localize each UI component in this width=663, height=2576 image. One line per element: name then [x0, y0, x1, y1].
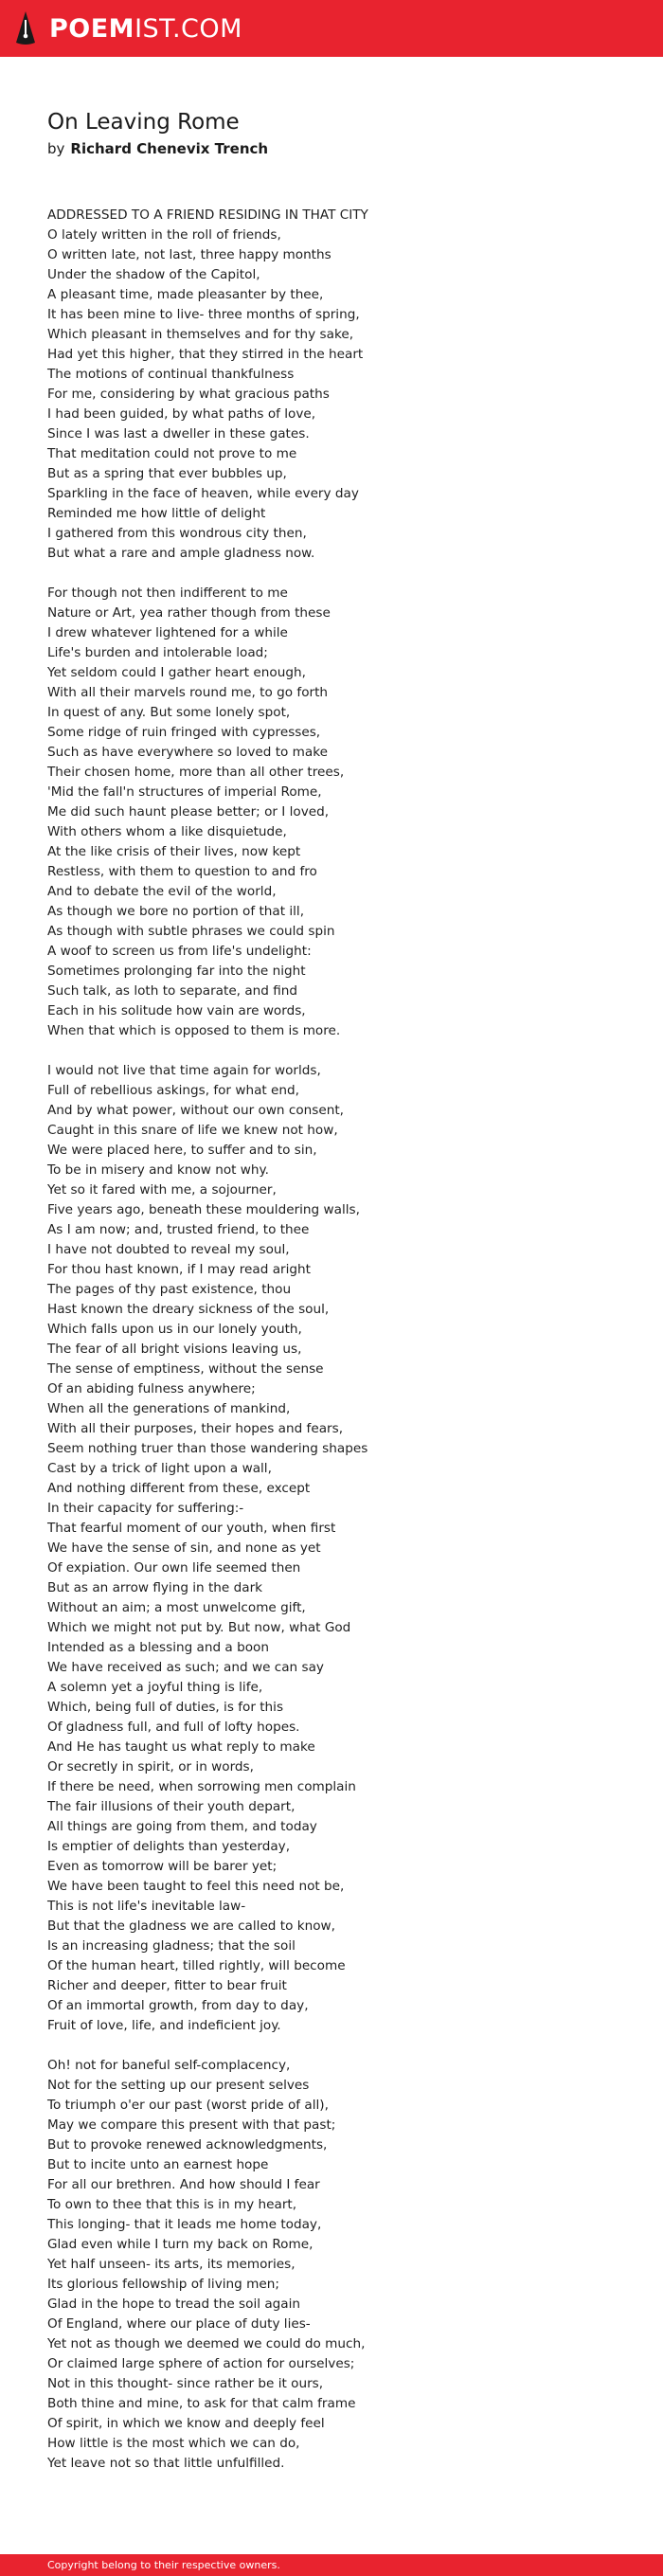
poem-line: And nothing different from these, except — [47, 1481, 311, 1496]
poem-line: O written late, not last, three happy months — [47, 247, 332, 262]
poem-line: Me did such haunt please better; or I loved, — [47, 804, 330, 820]
poem-line: Is an increasing gladness; that the soil — [47, 1938, 296, 1954]
poem-line: To own to thee that this is in my heart, — [47, 2197, 297, 2212]
poem-line: In quest of any. But some lonely spot, — [47, 705, 291, 720]
poem-line: Oh! not for baneful self-complacency, — [47, 2058, 291, 2073]
poem-line: Yet seldom could I gather heart enough, — [47, 665, 306, 680]
poem-line: That fearful moment of our youth, when first — [47, 1521, 336, 1536]
poem-line: Of the human heart, tilled rightly, will become — [47, 1958, 346, 1973]
poem-line: This is not life's inevitable law- — [47, 1899, 246, 1914]
poem-line: Which falls upon us in our lonely youth, — [47, 1322, 302, 1337]
poem-line: A woof to screen us from life's undelight: — [47, 944, 312, 959]
stanza-break — [47, 564, 635, 584]
poem-line: I gathered from this wondrous city then, — [47, 526, 307, 541]
poem-line: Of an abiding fulness anywhere; — [47, 1381, 256, 1396]
poem-line: But to provoke renewed acknowledgments, — [47, 2137, 328, 2153]
poem-line: A solemn yet a joyful thing is life, — [47, 1680, 263, 1695]
poem-line: Such talk, as loth to separate, and find — [47, 983, 298, 999]
poem-author-link[interactable]: Richard Chenevix Trench — [70, 140, 269, 157]
poem-line: I drew whatever lightened for a while — [47, 625, 288, 640]
poem-line: That meditation could not prove to me — [47, 446, 297, 461]
poem-line: And to debate the evil of the world, — [47, 884, 277, 899]
poem-line: ADDRESSED TO A FRIEND RESIDING IN THAT CITY — [47, 207, 368, 223]
poem-line: Yet leave not so that little unfulfilled. — [47, 2456, 285, 2471]
poem-line: Since I was last a dweller in these gates. — [47, 426, 310, 441]
poem-line: Of an immortal growth, from day to day, — [47, 1998, 309, 2013]
stanza-break — [47, 2036, 635, 2056]
poem-line: Richer and deeper, fitter to bear fruit — [47, 1978, 287, 1993]
poem-line: Yet half unseen- its arts, its memories, — [47, 2257, 296, 2272]
poem-line: Sparkling in the face of heaven, while every day — [47, 486, 359, 501]
poem-line: When that which is opposed to them is more. — [47, 1023, 341, 1038]
poem-line: We were placed here, to suffer and to sin, — [47, 1143, 317, 1158]
poem-line: A pleasant time, made pleasanter by thee, — [47, 287, 324, 302]
poem-line: Restless, with them to question to and fro — [47, 864, 317, 879]
poem-line: Hast known the dreary sickness of the soul, — [47, 1302, 330, 1317]
poem-line: We have the sense of sin, and none as yet — [47, 1540, 321, 1556]
poem-line: In their capacity for suffering:- — [47, 1501, 244, 1516]
poem-line: Both thine and mine, to ask for that calm frame — [47, 2396, 356, 2411]
poem-line: For all our brethren. And how should I fear — [47, 2177, 320, 2192]
pen-nib-icon[interactable] — [15, 10, 36, 46]
poem-line: Of spirit, in which we know and deeply feel — [47, 2416, 325, 2431]
poem-line: Or secretly in spirit, or in words, — [47, 1759, 254, 1774]
poem-line: Its glorious fellowship of living men; — [47, 2277, 279, 2292]
poem-line: 'Mid the fall'n structures of imperial Rome, — [47, 784, 322, 800]
poem-line: Without an aim; a most unwelcome gift, — [47, 1600, 306, 1615]
poem-byline — [47, 139, 268, 158]
poem-line: Which, being full of duties, is for this — [47, 1700, 284, 1715]
poem-line: Glad in the hope to tread the soil again — [47, 2297, 300, 2312]
poem-line: When all the generations of mankind, — [47, 1401, 291, 1416]
poem-line: Had yet this higher, that they stirred in the heart — [47, 347, 364, 362]
poem-line: Their chosen home, more than all other trees, — [47, 765, 345, 780]
poem-line: But that the gladness we are called to know, — [47, 1918, 335, 1934]
logo-rest-text: IST.COM — [134, 13, 242, 44]
poem-line: Fruit of love, life, and indeficient joy. — [47, 2018, 281, 2033]
poem-line: May we compare this present with that past; — [47, 2117, 336, 2133]
poem-line: We have received as such; and we can say — [47, 1660, 324, 1675]
poem-line: Glad even while I turn my back on Rome, — [47, 2237, 314, 2252]
poem-line: Even as tomorrow will be barer yet; — [47, 1859, 278, 1874]
poem-line: To be in misery and know not why. — [47, 1162, 269, 1178]
poem-title: On Leaving Rome — [47, 110, 240, 135]
poem-line: As though with subtle phrases we could spin — [47, 924, 335, 939]
poem-line: As I am now; and, trusted friend, to thee — [47, 1222, 310, 1237]
poem-line: Of gladness full, and full of lofty hopes. — [47, 1720, 300, 1735]
poem-line: The motions of continual thankfulness — [47, 367, 295, 382]
poem-line: With all their purposes, their hopes and fears, — [47, 1421, 344, 1436]
poem-line: For though not then indifferent to me — [47, 585, 288, 601]
poem-line: Yet not as though we deemed we could do much, — [47, 2336, 366, 2351]
poem-line: Sometimes prolonging far into the night — [47, 964, 306, 979]
poem-line: I have not doubted to reveal my soul, — [47, 1242, 290, 1257]
poem-line: With all their marvels round me, to go forth — [47, 685, 329, 700]
poem-line: The sense of emptiness, without the sense — [47, 1361, 324, 1377]
poem-line: Which we might not put by. But now, what God — [47, 1620, 351, 1635]
poem-line: Reminded me how little of delight — [47, 506, 266, 521]
poem-line: Each in his solitude how vain are words, — [47, 1003, 306, 1018]
poem-line: Five years ago, beneath these mouldering walls, — [47, 1202, 360, 1217]
poem-line: I would not live that time again for worlds, — [47, 1063, 321, 1078]
poem-line: How little is the most which we can do, — [47, 2436, 300, 2451]
logo-bold-text: POEM — [49, 13, 135, 44]
poem-line: The pages of thy past existence, thou — [47, 1282, 292, 1297]
poem-line: Or claimed large sphere of action for ourselves; — [47, 2356, 355, 2371]
site-logo-link[interactable] — [49, 13, 242, 44]
poem-line: Which pleasant in themselves and for thy sake, — [47, 327, 354, 342]
poem-line: For me, considering by what gracious paths — [47, 387, 330, 402]
poem-line: All things are going from them, and today — [47, 1819, 317, 1834]
poem-line: Yet so it fared with me, a sojourner, — [47, 1182, 277, 1198]
copyright-text: Copyright belong to their respective owners. — [47, 2559, 280, 2571]
poem-line: O lately written in the roll of friends, — [47, 227, 281, 243]
poem-line: But what a rare and ample gladness now. — [47, 546, 315, 561]
poem-line: Some ridge of ruin fringed with cypresses, — [47, 725, 321, 740]
poem-line: As though we bore no portion of that ill, — [47, 904, 305, 919]
poem-line: I had been guided, by what paths of love, — [47, 406, 316, 422]
poem-line: The fair illusions of their youth depart, — [47, 1799, 296, 1814]
poem-line: If there be need, when sorrowing men complain — [47, 1779, 356, 1794]
site-header — [0, 0, 663, 57]
poem-line: Not for the setting up our present selves — [47, 2078, 310, 2093]
stanza-break — [47, 1041, 635, 1061]
poem-line: This longing- that it leads me home today, — [47, 2217, 322, 2232]
poem-line: Full of rebellious askings, for what end, — [47, 1083, 299, 1098]
poem-line: And by what power, without our own consent, — [47, 1103, 344, 1118]
poem-line: With others whom a like disquietude, — [47, 824, 287, 839]
poem-line: Seem nothing truer than those wandering shapes — [47, 1441, 368, 1456]
poem-line: Of expiation. Our own life seemed then — [47, 1560, 301, 1576]
poem-line: Life's burden and intolerable load; — [47, 645, 268, 660]
byline-by: by — [47, 140, 65, 157]
poem-line: Nature or Art, yea rather though from these — [47, 605, 331, 621]
poem-line: Under the shadow of the Capitol, — [47, 267, 260, 282]
poem-line: But to incite unto an earnest hope — [47, 2157, 269, 2172]
poem-line: The fear of all bright visions leaving us, — [47, 1342, 302, 1357]
poem-line: Caught in this snare of life we knew not how, — [47, 1123, 338, 1138]
poem-body — [47, 206, 635, 2474]
poem-line: But as a spring that ever bubbles up, — [47, 466, 287, 481]
site-footer — [0, 2554, 663, 2576]
poem-line: It has been mine to live- three months of spring, — [47, 307, 360, 322]
poem-line: For thou hast known, if I may read aright — [47, 1262, 311, 1277]
poem-line: To triumph o'er our past (worst pride of all), — [47, 2098, 329, 2113]
poem-line: Not in this thought- since rather be it ours, — [47, 2376, 324, 2391]
poem-line: Cast by a trick of light upon a wall, — [47, 1461, 272, 1476]
poem-line: Of England, where our place of duty lies- — [47, 2316, 311, 2332]
poem-line: We have been taught to feel this need not be, — [47, 1879, 345, 1894]
poem-line: Such as have everywhere so loved to make — [47, 745, 329, 760]
poem-line: Intended as a blessing and a boon — [47, 1640, 269, 1655]
poem-line: And He has taught us what reply to make — [47, 1739, 315, 1755]
poem-line: But as an arrow flying in the dark — [47, 1580, 263, 1595]
poem-line: At the like crisis of their lives, now kept — [47, 844, 301, 859]
poem-line: Is emptier of delights than yesterday, — [47, 1839, 291, 1854]
